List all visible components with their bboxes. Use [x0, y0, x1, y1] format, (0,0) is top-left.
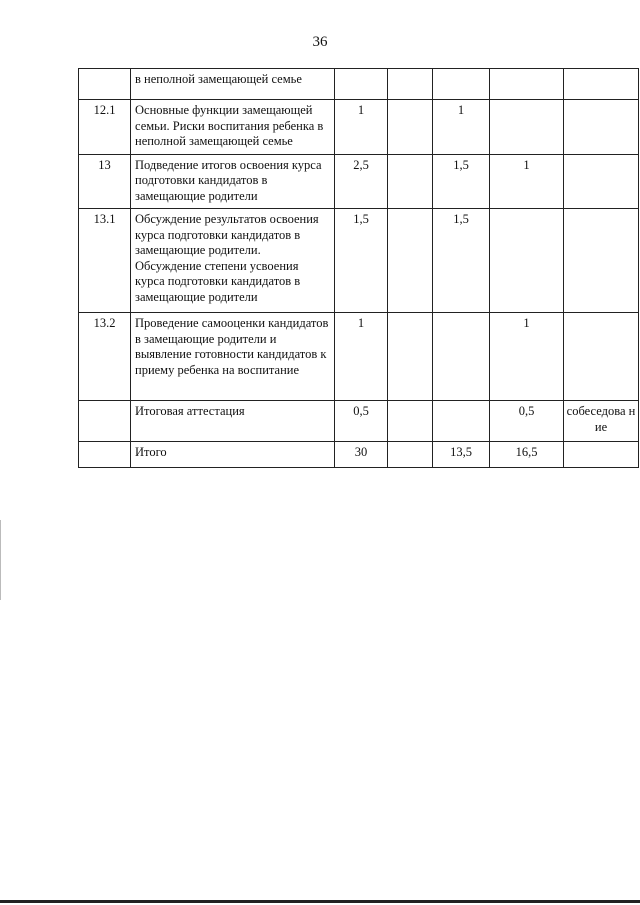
page-number: 36 [312, 34, 328, 50]
hours-total: 0,5 [335, 401, 388, 442]
hours-total: 1 [335, 100, 388, 155]
hours-lectures [388, 442, 433, 468]
row-number [79, 69, 131, 100]
topic-name: Обсуждение результатов освоения курса подготовки кандидатов в замещающие родители. Обсуждение степени усвоения курса подготовки кандидатов в замещающие родители [131, 209, 335, 313]
topic-name: Основные функции замещающей семьи. Риски воспитания ребенка в неполной замещающей семье [131, 100, 335, 155]
hours-total: 30 [335, 442, 388, 468]
control-form [564, 313, 639, 401]
topic-name: Итого [131, 442, 335, 468]
topic-name: в неполной замещающей семье [131, 69, 335, 100]
hours-practice: 1 [433, 100, 490, 155]
hours-self [490, 69, 564, 100]
hours-total: 1,5 [335, 209, 388, 313]
hours-total: 2,5 [335, 154, 388, 209]
hours-practice [433, 69, 490, 100]
control-form [564, 442, 639, 468]
topic-name: Подведение итогов освоения курса подготовки кандидатов в замещающие родители [131, 154, 335, 209]
hours-practice: 13,5 [433, 442, 490, 468]
control-form [564, 209, 639, 313]
hours-lectures [388, 401, 433, 442]
hours-lectures [388, 313, 433, 401]
topic-name: Проведение самооценки кандидатов в замещающие родители и выявление готовности кандидатов к приему ребенка на воспитание [131, 313, 335, 401]
table-row [79, 69, 639, 100]
control-form [564, 154, 639, 209]
row-number: 13.2 [79, 313, 131, 401]
hours-lectures [388, 69, 433, 100]
hours-practice: 1,5 [433, 154, 490, 209]
row-number [79, 442, 131, 468]
scan-bottom-edge [0, 900, 640, 903]
table-row [79, 313, 639, 401]
hours-self: 0,5 [490, 401, 564, 442]
hours-self [490, 209, 564, 313]
topic-name: Итоговая аттестация [131, 401, 335, 442]
row-number [79, 401, 131, 442]
hours-practice [433, 313, 490, 401]
hours-practice: 1,5 [433, 209, 490, 313]
row-number: 13.1 [79, 209, 131, 313]
hours-self: 1 [490, 313, 564, 401]
hours-lectures [388, 209, 433, 313]
hours-self [490, 100, 564, 155]
hours-practice [433, 401, 490, 442]
table-row [79, 442, 639, 468]
table-row [79, 401, 639, 442]
curriculum-table [78, 68, 639, 468]
row-number: 12.1 [79, 100, 131, 155]
table-row [79, 209, 639, 313]
control-form [564, 100, 639, 155]
table-row [79, 154, 639, 209]
hours-total: 1 [335, 313, 388, 401]
control-form: собеседова ние [564, 401, 639, 442]
table-row [79, 100, 639, 155]
hours-lectures [388, 100, 433, 155]
hours-lectures [388, 154, 433, 209]
hours-self: 16,5 [490, 442, 564, 468]
scan-edge-mark [0, 520, 1, 600]
hours-self: 1 [490, 154, 564, 209]
row-number: 13 [79, 154, 131, 209]
control-form [564, 69, 639, 100]
hours-total [335, 69, 388, 100]
